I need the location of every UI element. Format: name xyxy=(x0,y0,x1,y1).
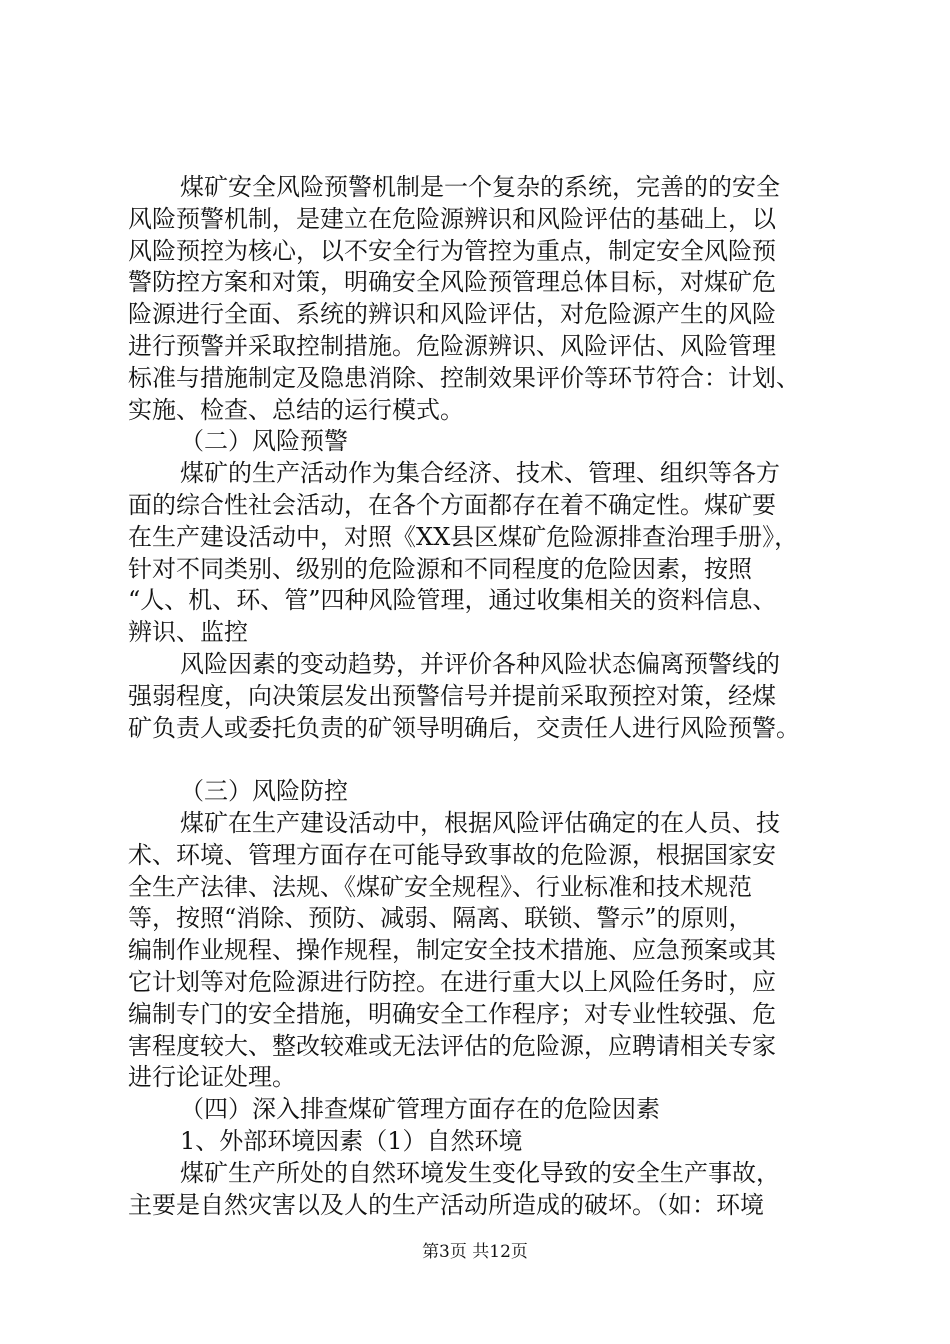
blank-line xyxy=(128,744,838,776)
paragraph-line: 实施、检查、总结的运行模式。 xyxy=(128,395,464,424)
section-heading: （三）风险防控 xyxy=(180,777,348,806)
paragraph-line: 术、环境、管理方面存在可能导致事故的危险源，根据国家安 xyxy=(128,840,776,869)
paragraph-line: 主要是自然灾害以及人的生产活动所造成的破坏。（如：环境 xyxy=(128,1190,764,1219)
paragraph-line: 风险因素的变动趋势，并评价各种风险状态偏离预警线的 xyxy=(180,649,780,678)
paragraph-line: 风险预控为核心，以不安全行为管控为重点，制定安全风险预 xyxy=(128,236,776,265)
paragraph-line: 矿负责人或委托负责的矿领导明确后，交责任人进行风险预警。 xyxy=(128,713,800,742)
paragraph-line: 辨识、监控 xyxy=(128,618,248,647)
paragraph-line: 进行预警并采取控制措施。危险源辨识、风险评估、风险管理 xyxy=(128,331,776,360)
paragraph-line: 针对不同类别、级别的危险源和不同程度的危险因素，按照 xyxy=(128,554,752,583)
document-body xyxy=(128,172,838,1221)
paragraph-line: 在生产建设活动中，对照《XX县区煤矿危险源排查治理手册》， xyxy=(128,522,799,551)
section-heading: （四）深入排查煤矿管理方面存在的危险因素 xyxy=(180,1095,660,1124)
paragraph-line: 警防控方案和对策，明确安全风险预管理总体目标，对煤矿危 xyxy=(128,268,776,297)
paragraph-line: 害程度较大、整改较难或无法评估的危险源，应聘请相关专家 xyxy=(128,1031,776,1060)
paragraph-line: 标准与措施制定及隐患消除、控制效果评价等环节符合：计划、 xyxy=(128,363,800,392)
paragraph-line: 险源进行全面、系统的辨识和风险评估，对危险源产生的风险 xyxy=(128,300,776,329)
paragraph-line: 全生产法律、法规、《煤矿安全规程》、行业标准和技术规范 xyxy=(128,872,752,901)
paragraph-line: 风险预警机制，是建立在危险源辨识和风险评估的基础上，以 xyxy=(128,204,776,233)
paragraph-line: 煤矿的生产活动作为集合经济、技术、管理、组织等各方 xyxy=(180,459,780,488)
paragraph-line: 编制作业规程、操作规程，制定安全技术措施、应急预案或其 xyxy=(128,936,776,965)
paragraph-line: 编制专门的安全措施，明确安全工作程序；对专业性较强、危 xyxy=(128,999,776,1028)
paragraph-line: 等，按照“消除、预防、减弱、隔离、联锁、警示”的原则， xyxy=(128,904,753,933)
paragraph-line: 进行论证处理。 xyxy=(128,1063,296,1092)
paragraph-line: 它计划等对危险源进行防控。在进行重大以上风险任务时，应 xyxy=(128,967,776,996)
paragraph-line: 煤矿安全风险预警机制是一个复杂的系统，完善的的安全 xyxy=(180,173,780,201)
page-number-footer: 第3页 共12页 xyxy=(422,1242,528,1262)
paragraph-line: 强弱程度，向决策层发出预警信号并提前采取预控对策，经煤 xyxy=(128,681,776,710)
section-heading: （二）风险预警 xyxy=(180,427,348,456)
paragraph-line: “人、机、环、管”四种风险管理，通过收集相关的资料信息、 xyxy=(128,586,777,615)
paragraph-line: 煤矿生产所处的自然环境发生变化导致的安全生产事故， xyxy=(180,1158,780,1187)
paragraph-line: 面的综合性社会活动，在各个方面都存在着不确定性。煤矿要 xyxy=(128,490,776,519)
paragraph-line: 煤矿在生产建设活动中，根据风险评估确定的在人员、技 xyxy=(180,808,780,837)
subsection-heading: 1、外部环境因素（1）自然环境 xyxy=(180,1126,523,1155)
